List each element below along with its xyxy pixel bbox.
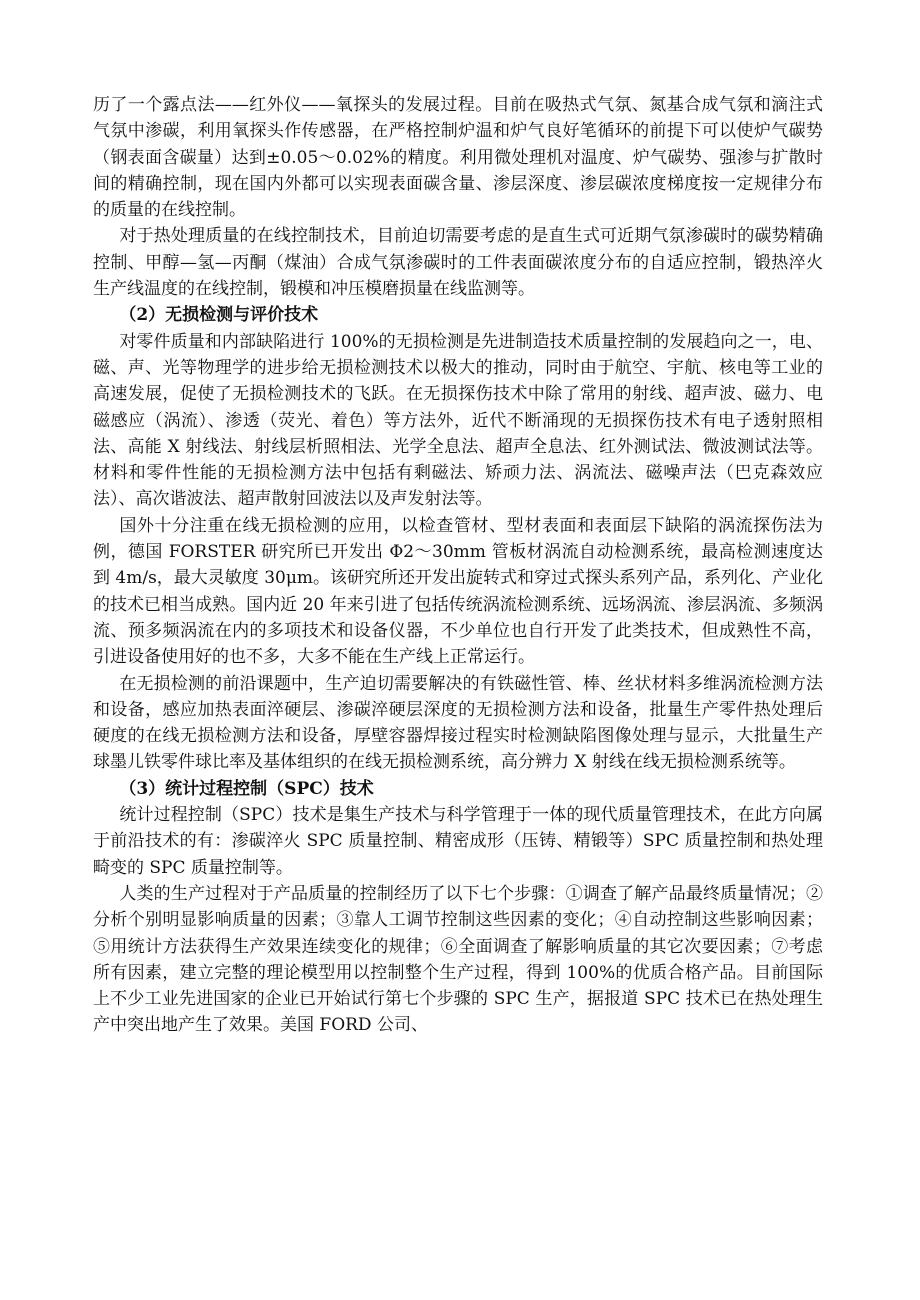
paragraph-ndt-overview: 对零件质量和内部缺陷进行 100%的无损检测是先进制造技术质量控制的发展趋向之一，电、磁、声、光等物理学的进步给无损检测技术以极大的推动，同时由于航空、宇航、核电等工业的高速发展，促使了无损检测技术的飞跃。在无损探伤技术中除了常用的射线、超声波、磁力、电磁感应（涡流）、渗透（荧光、着色）等方法外，近代不断涌现的无损探伤技术有电子透射照相法、高能 X 射线法、射线层析照相法、光学全息法、超声全息法、红外测试法、微波测试法等。材料和零件性能的无损检测方法中包括有剩磁法、矫顽力法、涡流法、磁噪声法（巴克森效应法）、高次谐波法、超声散射回波法以及声发射法等。	[93, 331, 823, 510]
paragraph-ndt-eddy-current: 国外十分注重在线无损检测的应用，以检查管材、型材表面和表面层下缺陷的涡流探伤法为例，德国 FORSTER 研究所已开发出 Φ2～30mm 管板材涡流自动检测系统，最高检测速度达到 4m/s，最大灵敏度 30μm。该研究所还开发出旋转式和穿过式探头系列产品，系列化、产业化的技术已相当成熟。国内近 20 年来引进了包括传统涡流检测系统、远场涡流、渗层涡流、多频涡流、预多频涡流在内的多项技术和设备仪器，不少单位也自行开发了此类技术，但成熟性不高，引进设备使用好的也不多，大多不能在生产线上正常运行。	[93, 515, 823, 668]
paragraph-ndt-frontier-topics: 在无损检测的前沿课题中，生产迫切需要解决的有铁磁性管、棒、丝状材料多维涡流检测方法和设备，感应加热表面淬硬层、渗碳淬硬层深度的无损检测方法和设备，批量生产零件热处理后硬度的在线无损检测方法和设备，厚壁容器焊接过程实时检测缺陷图像处理与显示，大批量生产球墨儿铁零件球比率及基体组织的在线无损检测系统，高分辨力 X 射线在线无损检测系统等。	[93, 673, 823, 773]
paragraph-spc-seven-steps: 人类的生产过程对于产品质量的控制经历了以下七个步骤：①调查了解产品最终质量情况；②分析个别明显影响质量的因素；③靠人工调节控制这些因素的变化；④自动控制这些影响因素；⑤用统计方法获得生产效果连续变化的规律；⑥全面调查了解影响质量的其它次要因素；⑦考虑所有因素，建立完整的理论模型用以控制整个生产过程，得到 100%的优质合格产品。目前国际上不少工业先进国家的企业已开始试行第七个步骤的 SPC 生产，据报道 SPC 技术已在热处理生产中突出地产生了效果。美国 FORD 公司、	[93, 883, 823, 1036]
section-heading-ndt: （2）无损检测与评价技术	[119, 305, 319, 326]
section-heading-spc: （3）统计过程控制（SPC）技术	[119, 778, 374, 799]
document-page	[93, 92, 823, 1039]
paragraph-dew-point-carburizing: 历了一个露点法——红外仪——氧探头的发展过程。目前在吸热式气氛、氮基合成气氛和滴注式气氛中渗碳，利用氧探头作传感器，在严格控制炉温和炉气良好笔循环的前提下可以使炉气碳势（钢表面含碳量）达到±0.05～0.02%的精度。利用微处理机对温度、炉气碳势、强渗与扩散时间的精确控制，现在国内外都可以实现表面碳含量、渗层深度、渗层碳浓度梯度按一定规律分布的质量的在线控制。	[93, 95, 823, 221]
paragraph-spc-definition: 统计过程控制（SPC）技术是集生产技术与科学管理于一体的现代质量管理技术，在此方向属于前沿技术的有：渗碳淬火 SPC 质量控制、精密成形（压铸、精锻等）SPC 质量控制和热处理畸变的 SPC 质量控制等。	[93, 805, 823, 878]
paragraph-online-quality-control: 对于热处理质量的在线控制技术，目前迫切需要考虑的是直生式可近期气氛渗碳时的碳势精确控制、甲醇—氢—丙酮（煤油）合成气氛渗碳时的工件表面碳浓度分布的自适应控制，锻热淬火生产线温度的在线控制，锻模和冲压模磨损量在线监测等。	[93, 226, 823, 300]
